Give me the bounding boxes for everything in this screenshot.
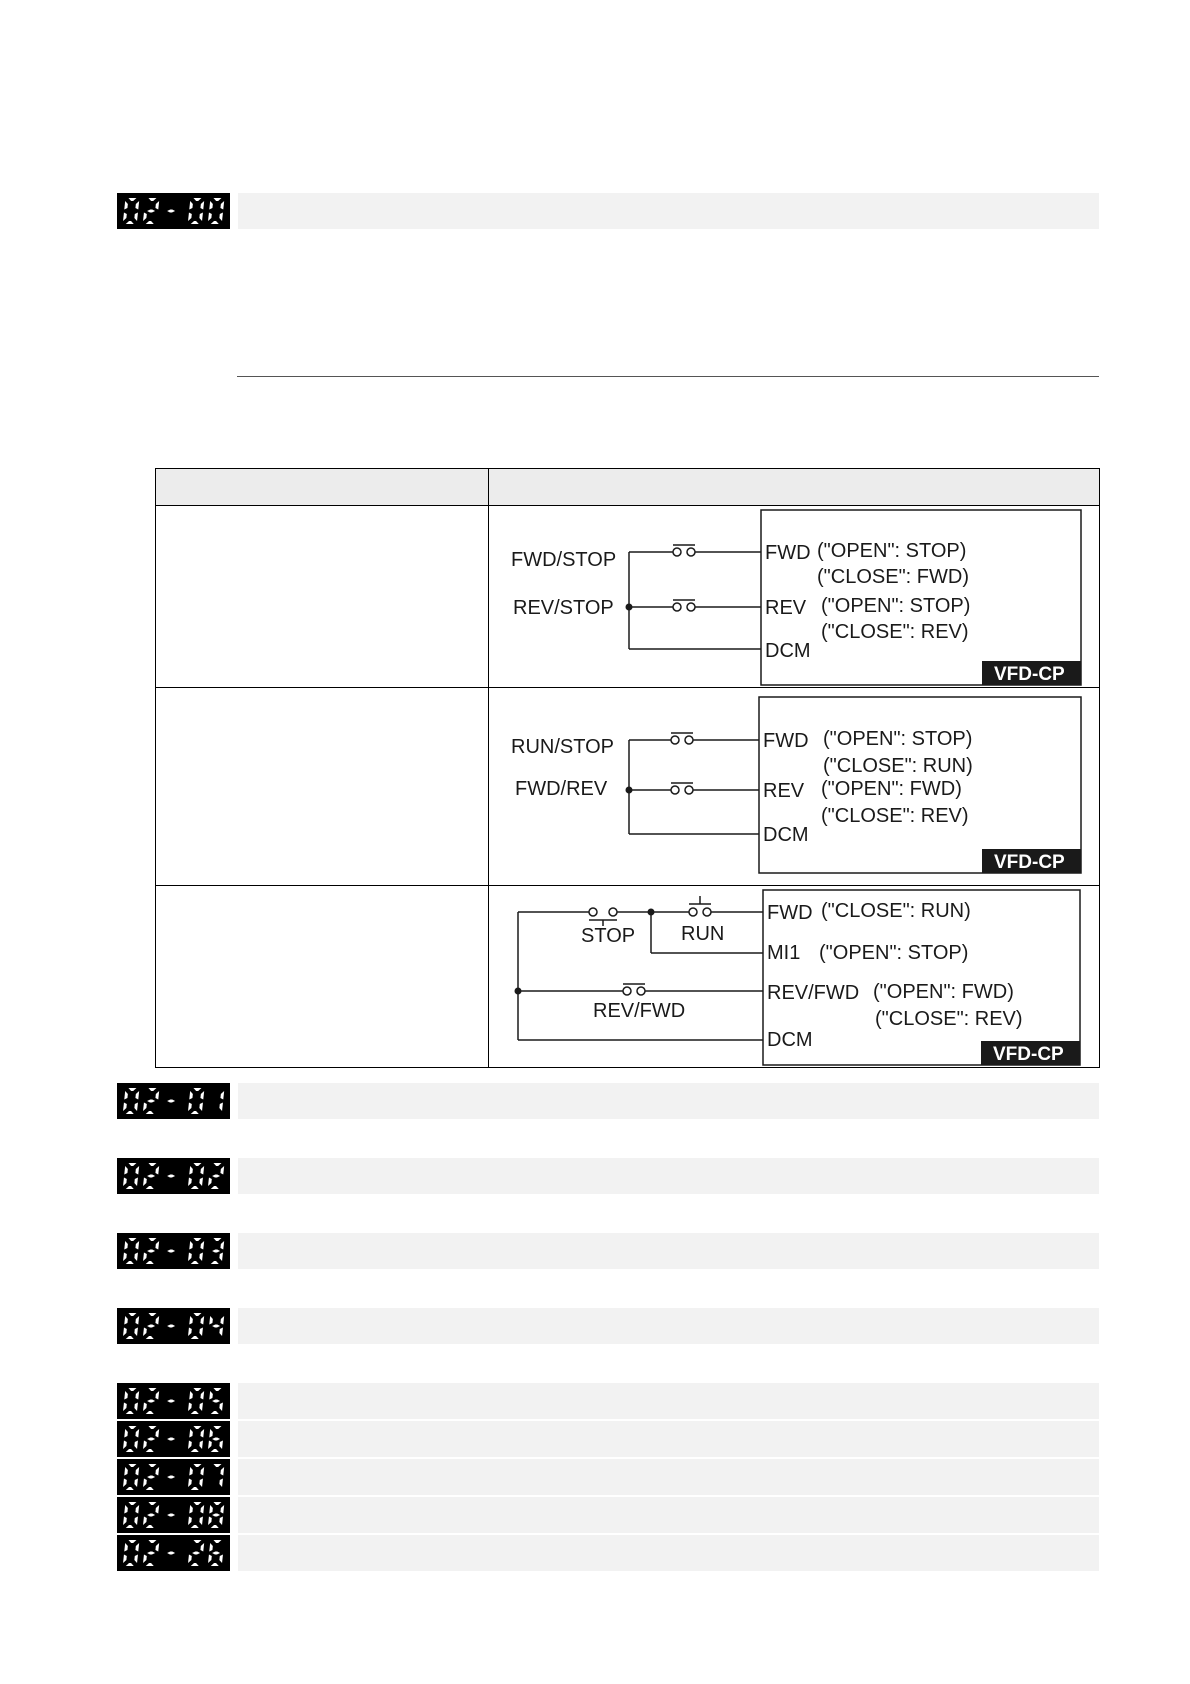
table-row [156, 506, 1100, 688]
table-header-row [156, 469, 1100, 506]
seven-segment-digit [208, 1163, 224, 1189]
param-code-display [117, 1308, 230, 1344]
diagram-label: RUN [681, 923, 725, 945]
seven-segment-digit [167, 1438, 175, 1441]
seven-segment-code [117, 1233, 230, 1269]
seven-segment-digit [188, 1313, 204, 1339]
param-code-display [117, 1383, 230, 1419]
seven-segment-code [117, 1497, 230, 1533]
seven-segment-digit [143, 1388, 159, 1414]
seven-segment-code [117, 1459, 230, 1495]
param-title-bar [238, 1459, 1099, 1495]
seven-segment-digit [123, 1540, 139, 1566]
seven-segment-digit [143, 1238, 159, 1264]
seven-segment-code [117, 1421, 230, 1457]
diagram-label: STOP [581, 925, 636, 947]
seven-segment-digit [123, 1238, 139, 1264]
seven-segment-digit [167, 1552, 175, 1555]
param-title-bar [238, 1535, 1099, 1571]
seven-segment-digit [123, 1163, 139, 1189]
seven-segment-digit [143, 1088, 159, 1114]
seven-segment-digit [143, 1540, 159, 1566]
seven-segment-digit [188, 1540, 204, 1566]
seven-segment-digit [143, 1464, 159, 1490]
seven-segment-digit [211, 1238, 224, 1264]
seven-segment-digit [167, 1400, 175, 1403]
param-row-02-07 [117, 1459, 1099, 1495]
param-code-display [117, 1497, 230, 1533]
state-note: ("OPEN": STOP) [821, 595, 971, 617]
param-title-bar [238, 1497, 1099, 1533]
state-note: ("OPEN": STOP) [817, 540, 967, 562]
seven-segment-digit [167, 1250, 175, 1253]
state-note: ("CLOSE": RUN) [821, 900, 971, 922]
table-row [156, 688, 1100, 886]
seven-segment-digit [167, 1514, 175, 1517]
seven-segment-digit [167, 1175, 175, 1178]
seven-segment-digit [219, 1091, 224, 1111]
table-cell [156, 688, 489, 886]
diagram-label: REV/FWD [593, 1000, 686, 1022]
seven-segment-digit [208, 198, 224, 224]
seven-segment-code [117, 1158, 230, 1194]
vfd-cp-badge: VFD-CP [993, 1044, 1064, 1065]
seven-segment-digit [208, 1426, 223, 1452]
param-code-display [117, 193, 230, 229]
state-note: ("OPEN": FWD) [821, 778, 962, 800]
param-row-02-26 [117, 1535, 1099, 1571]
terminal-label: REV/FWD [767, 982, 860, 1004]
seven-segment-digit [208, 1540, 223, 1566]
seven-segment-digit [123, 1388, 139, 1414]
param-title-bar [238, 1158, 1099, 1194]
seven-segment-digit [188, 1426, 204, 1452]
seven-segment-code [117, 193, 230, 229]
seven-segment-digit [167, 1325, 175, 1328]
vfd-cp-badge: VFD-CP [994, 852, 1065, 873]
param-row-02-03 [117, 1233, 1099, 1269]
seven-segment-digit [188, 1502, 204, 1528]
state-note: ("CLOSE": REV) [875, 1008, 1023, 1030]
param-title-bar [238, 193, 1099, 229]
param-code-display [117, 1083, 230, 1119]
diagram-label: REV/STOP [513, 597, 614, 619]
state-note: ("OPEN": FWD) [873, 981, 1014, 1003]
param-row-02-01 [117, 1083, 1099, 1119]
terminal-label: REV [765, 597, 807, 619]
terminal-label: DCM [767, 1029, 813, 1051]
seven-segment-code [117, 1083, 230, 1119]
param-code-display [117, 1421, 230, 1457]
seven-segment-code [117, 1383, 230, 1419]
param-code-display [117, 1233, 230, 1269]
wiring-diagram-1 [489, 506, 1100, 688]
seven-segment-digit [167, 1100, 175, 1103]
seven-segment-digit [143, 1313, 159, 1339]
state-note: ("OPEN": STOP) [819, 942, 969, 964]
table-cell [156, 506, 489, 688]
state-note: ("CLOSE": REV) [821, 621, 969, 643]
param-row-02-05 [117, 1383, 1099, 1419]
wiring-table [155, 468, 1100, 1068]
seven-segment-digit [167, 210, 175, 213]
seven-segment-digit [188, 1238, 204, 1264]
seven-segment-digit [167, 1476, 175, 1479]
terminal-label: DCM [763, 824, 809, 846]
param-row-02-04 [117, 1308, 1099, 1344]
wiring-diagram-2 [489, 688, 1100, 886]
seven-segment-digit [188, 198, 204, 224]
table-row [156, 886, 1100, 1068]
terminal-label: FWD [763, 730, 809, 752]
diagram-label: RUN/STOP [511, 736, 614, 758]
terminal-label: DCM [765, 640, 811, 662]
seven-segment-digit [123, 1502, 139, 1528]
seven-segment-digit [209, 1316, 224, 1336]
param-row-02-08 [117, 1497, 1099, 1533]
terminal-label: FWD [767, 902, 813, 924]
state-note: ("CLOSE": RUN) [823, 755, 973, 777]
terminal-label: REV [763, 780, 805, 802]
param-row-02-00 [117, 193, 1099, 229]
seven-segment-digit [143, 1426, 159, 1452]
table-cell [156, 886, 489, 1068]
divider-line [237, 376, 1099, 377]
terminal-label: MI1 [767, 942, 801, 964]
diagram-label: FWD/REV [515, 778, 608, 800]
param-code-display [117, 1459, 230, 1495]
state-note: ("OPEN": STOP) [823, 728, 973, 750]
state-note: ("CLOSE": FWD) [817, 566, 969, 588]
seven-segment-code [117, 1535, 230, 1571]
wiring-diagram-3 [489, 886, 1100, 1068]
seven-segment-digit [123, 1464, 139, 1490]
seven-segment-digit [143, 198, 159, 224]
state-note: ("CLOSE": REV) [821, 805, 969, 827]
seven-segment-digit [188, 1088, 204, 1114]
seven-segment-digit [188, 1464, 204, 1490]
param-title-bar [238, 1421, 1099, 1457]
vfd-cp-badge: VFD-CP [994, 664, 1065, 685]
diagram-label: FWD/STOP [511, 549, 617, 571]
seven-segment-digit [209, 1388, 223, 1414]
seven-segment-digit [123, 1426, 139, 1452]
seven-segment-digit [188, 1163, 204, 1189]
seven-segment-digit [188, 1388, 204, 1414]
param-code-display [117, 1158, 230, 1194]
table-header-cell [156, 469, 489, 506]
param-code-display [117, 1535, 230, 1571]
seven-segment-digit [143, 1163, 159, 1189]
terminal-label: FWD [765, 542, 811, 564]
param-row-02-02 [117, 1158, 1099, 1194]
seven-segment-digit [123, 1088, 139, 1114]
seven-segment-digit [143, 1502, 159, 1528]
param-title-bar [238, 1308, 1099, 1344]
seven-segment-digit [123, 1313, 139, 1339]
seven-segment-code [117, 1308, 230, 1344]
param-title-bar [238, 1233, 1099, 1269]
param-title-bar [238, 1083, 1099, 1119]
seven-segment-digit [208, 1502, 224, 1528]
seven-segment-digit [213, 1464, 224, 1487]
param-row-02-06 [117, 1421, 1099, 1457]
seven-segment-digit [123, 198, 139, 224]
param-title-bar [238, 1383, 1099, 1419]
table-header-cell [489, 469, 1100, 506]
